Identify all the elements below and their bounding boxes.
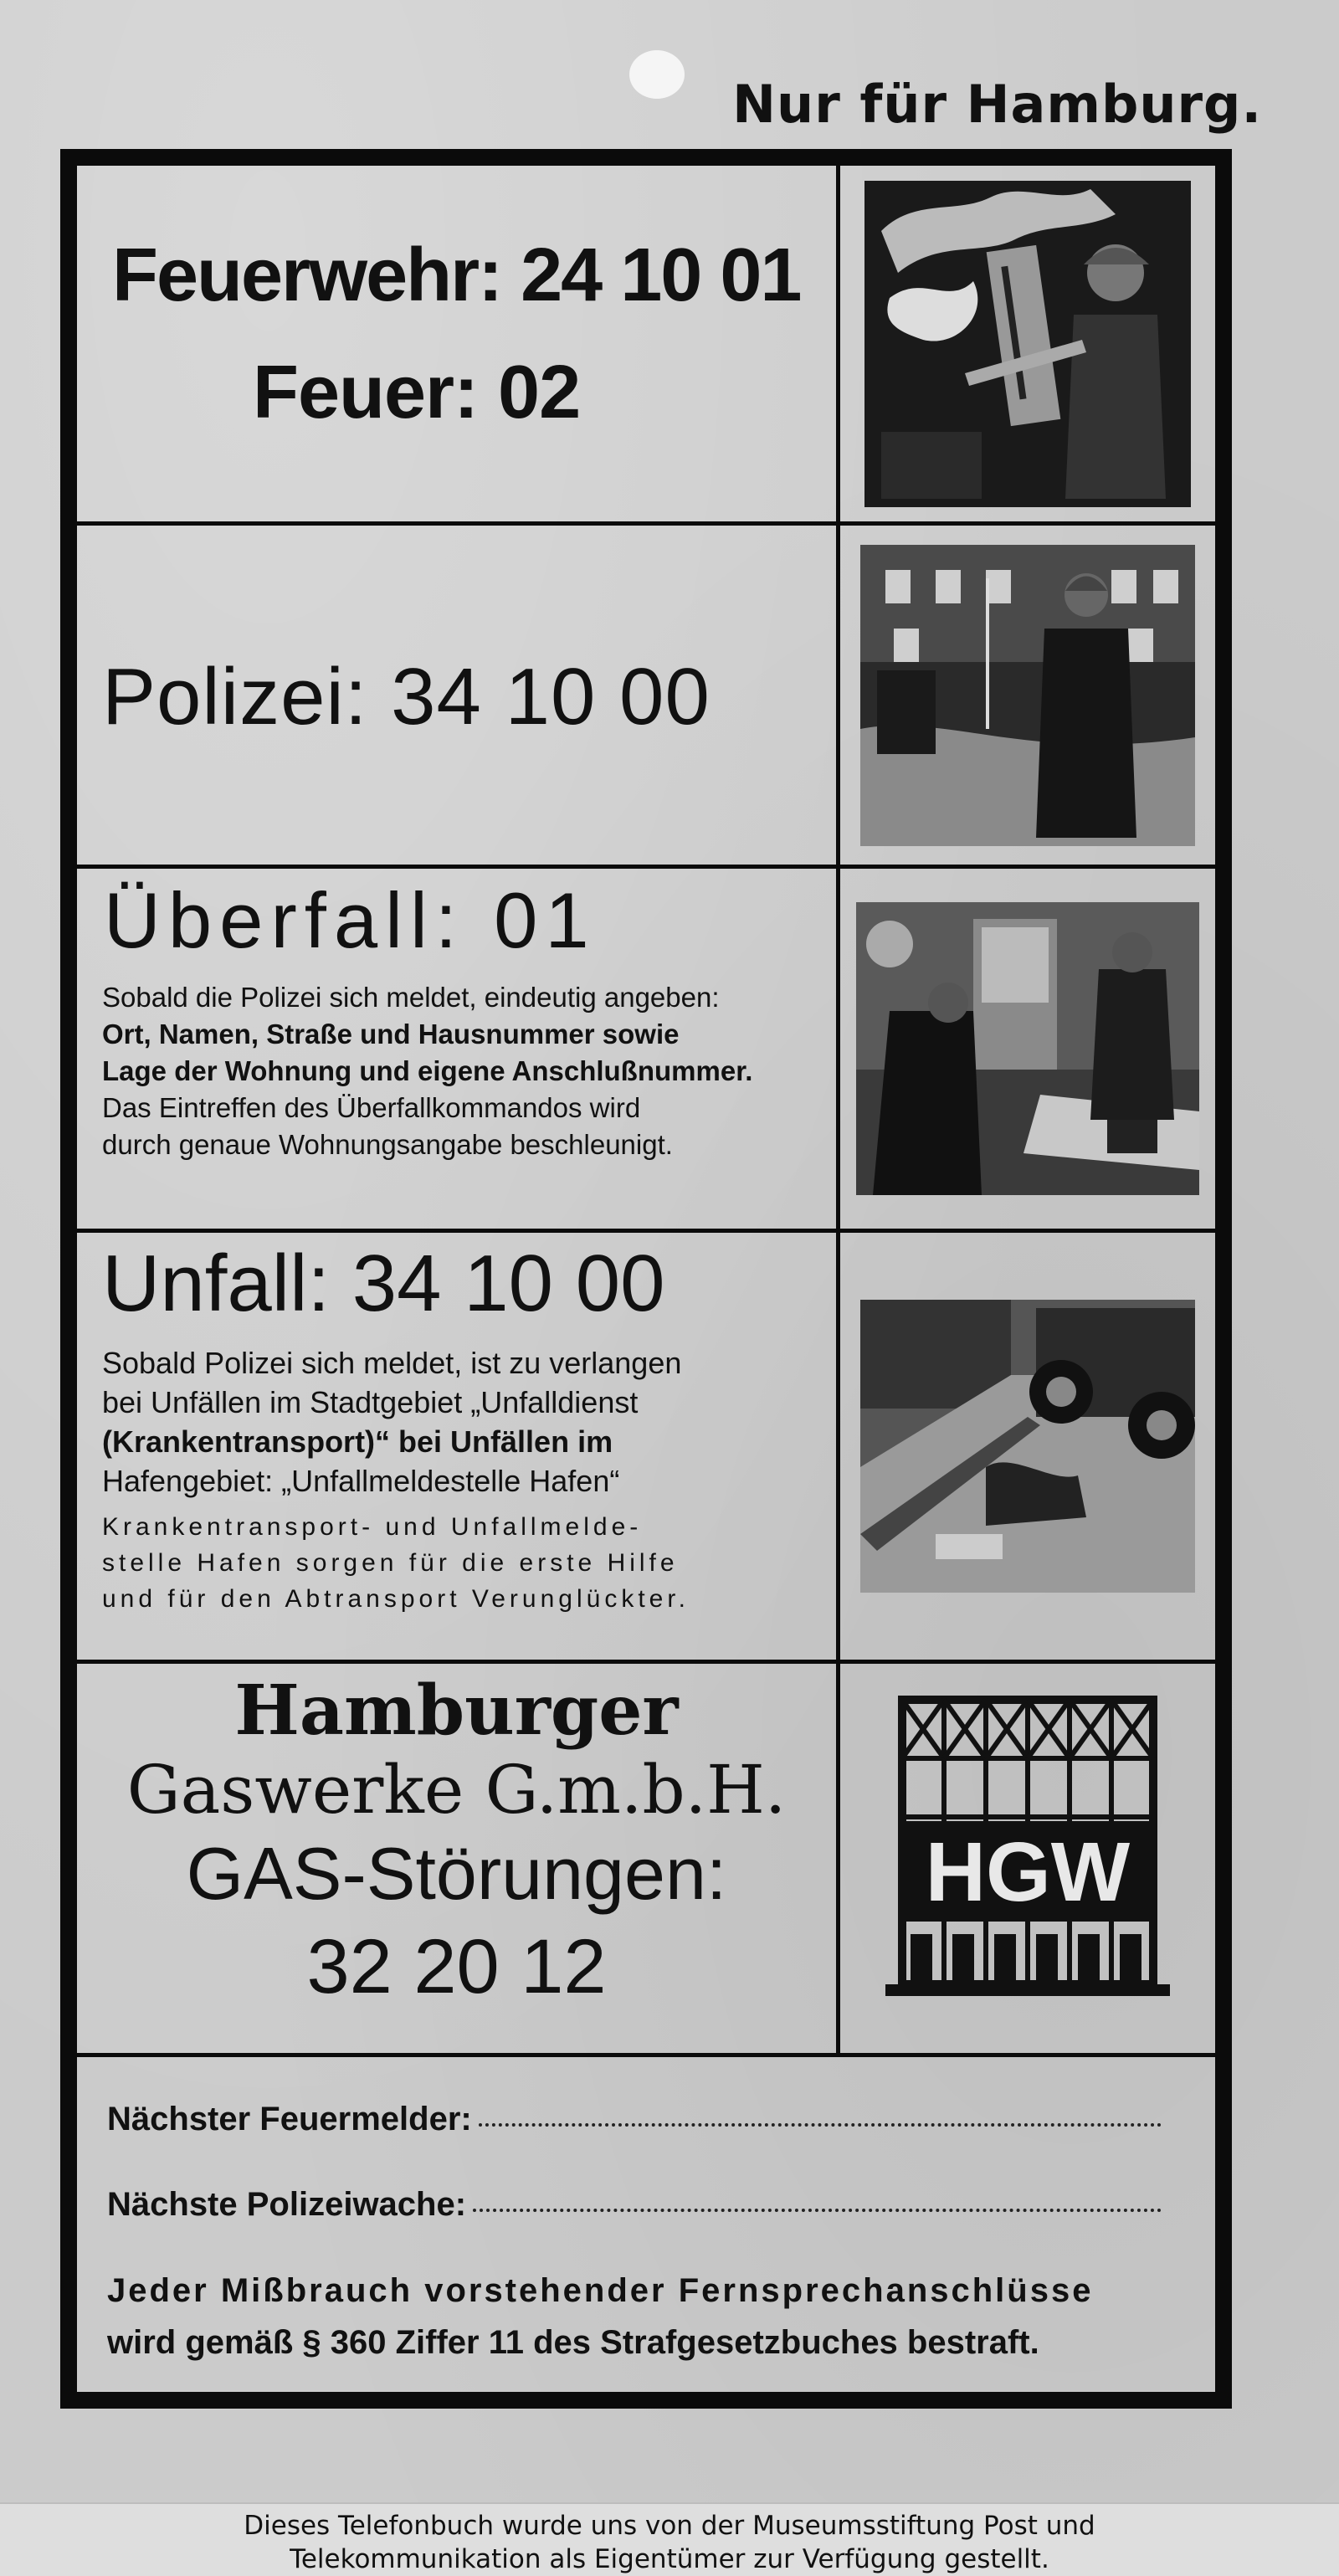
robbery-instruction-3: Lage der Wohnung und eigene Anschlußnummer. bbox=[102, 1055, 753, 1086]
accident-instruction-3: (Krankentransport)“ bei Unfällen im bbox=[102, 1424, 613, 1459]
policeman-illustration bbox=[840, 526, 1215, 865]
header-note: Nur für Hamburg. bbox=[732, 74, 1262, 135]
firefighter-illustration bbox=[840, 166, 1215, 521]
hgw-logo-text: HGW bbox=[925, 1824, 1131, 1919]
hgw-logo bbox=[840, 1664, 1215, 2053]
gas-company-line-1: Hamburger bbox=[234, 1670, 679, 1751]
accident-instruction-2: bei Unfällen im Stadtgebiet „Unfalldienst bbox=[102, 1385, 639, 1419]
robbery-instruction-4: Das Eintreffen des Überfallkommandos wird bbox=[102, 1092, 641, 1123]
accident-instruction-1: Sobald Polizei sich meldet, ist zu verlangen bbox=[102, 1346, 682, 1380]
accident-number: Unfall: 34 10 00 bbox=[102, 1239, 665, 1328]
nearest-fire-alarm-label: Nächster Feuermelder: bbox=[107, 2101, 472, 2137]
policeman-icon bbox=[860, 545, 1195, 846]
bottom-section bbox=[77, 2057, 1215, 2392]
robbery-row bbox=[77, 869, 1215, 1233]
ownership-note bbox=[0, 2502, 1339, 2576]
gas-faults-number: 32 20 12 bbox=[306, 1924, 607, 2009]
nearest-fire-alarm-field bbox=[107, 2101, 1162, 2138]
car-accident-icon bbox=[860, 1300, 1195, 1593]
robbery-instruction-5: durch genaue Wohnungsangabe beschleunigt. bbox=[102, 1129, 673, 1160]
firefighter-icon bbox=[864, 181, 1191, 507]
accident-note-3: und für den Abtransport Verunglückter. bbox=[102, 1585, 690, 1613]
robbery-instruction-2: Ort, Namen, Straße und Hausnummer sowie bbox=[102, 1019, 680, 1049]
robbery-instruction-1: Sobald die Polizei sich meldet, eindeutig angeben: bbox=[102, 982, 720, 1013]
police-number: Polizei: 34 10 00 bbox=[102, 652, 711, 741]
gasometer-icon bbox=[877, 1683, 1178, 2035]
gas-faults-label: GAS-Störungen: bbox=[186, 1832, 727, 1915]
ownership-note-line-2: Telekommunikation als Eigentümer zur Verfügung gestellt. bbox=[290, 2544, 1049, 2574]
robbery-scene-icon bbox=[856, 902, 1199, 1195]
accident-instruction-4: Hafengebiet: „Unfallmeldestelle Hafen“ bbox=[102, 1464, 620, 1498]
misuse-warning-2: wird gemäß § 360 Ziffer 11 des Strafgesetzbuches bestraft. bbox=[107, 2324, 1039, 2361]
accident-note-1: Krankentransport- und Unfallmelde- bbox=[102, 1513, 643, 1541]
robbery-illustration bbox=[840, 869, 1215, 1229]
nearest-police-station-label: Nächste Polizeiwache: bbox=[107, 2186, 467, 2223]
nearest-police-station-field bbox=[107, 2186, 1162, 2224]
punch-hole bbox=[629, 50, 685, 99]
gas-row bbox=[77, 1664, 1215, 2057]
gas-company-line-2: Gaswerke G.m.b.H. bbox=[126, 1751, 787, 1829]
accident-row bbox=[77, 1233, 1215, 1664]
fire-row bbox=[77, 166, 1215, 526]
emergency-numbers-table bbox=[60, 149, 1232, 2409]
fire-number: Feuer: 02 bbox=[253, 351, 581, 434]
police-row bbox=[77, 526, 1215, 869]
fire-brigade-number: Feuerwehr: 24 10 01 bbox=[112, 233, 801, 317]
ownership-note-line-1: Dieses Telefonbuch wurde uns von der Museumsstiftung Post und bbox=[244, 2511, 1095, 2541]
robbery-number: Überfall: 01 bbox=[104, 876, 597, 964]
misuse-warning-1: Jeder Mißbrauch vorstehender Fernsprechanschlüsse bbox=[107, 2272, 1094, 2309]
accident-note-2: stelle Hafen sorgen für die erste Hilfe bbox=[102, 1549, 679, 1577]
police-station-dotted-line bbox=[473, 2209, 1162, 2212]
fire-alarm-dotted-line bbox=[479, 2123, 1162, 2127]
car-accident-illustration bbox=[840, 1233, 1215, 1660]
